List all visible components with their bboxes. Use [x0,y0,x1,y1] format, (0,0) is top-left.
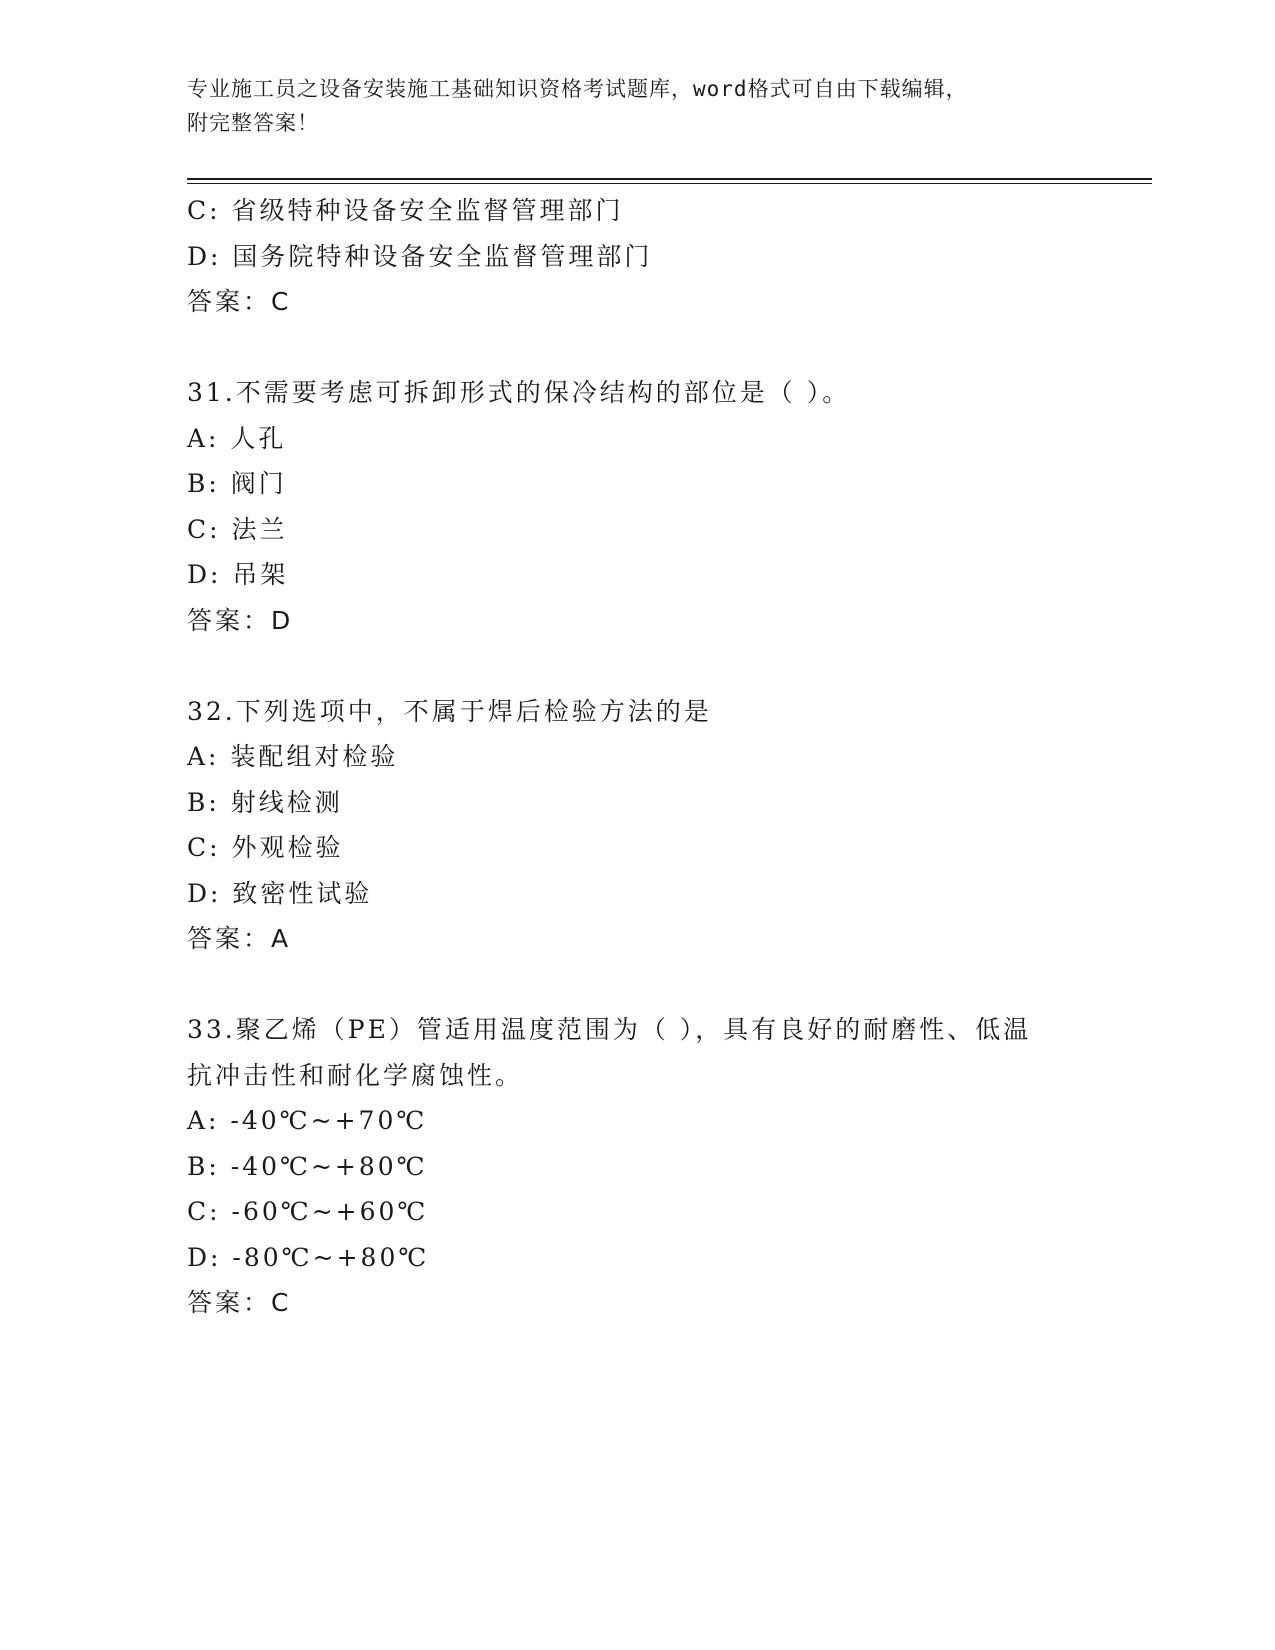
answer-line: 答案：D [187,605,294,635]
question-list [187,188,1152,1326]
answer-line: 答案：C [187,1288,292,1317]
option-d: D: -80℃~+80℃ [187,1242,430,1272]
option-b: B: 射线检测 [187,787,343,817]
option-c: C: 省级特种设备安全监督管理部门 [187,196,624,225]
document-header [187,72,1067,140]
option-b: B: 阀门 [187,469,287,498]
header-rule-thin [187,183,1152,184]
answer-line: 答案：C [187,287,292,316]
question-30 [187,188,1152,325]
question-33 [187,1007,1152,1326]
answer-line: 答案：A [187,924,292,953]
option-b: B: -40℃~+80℃ [187,1151,428,1181]
option-d: D: 国务院特种设备安全监督管理部门 [187,241,653,271]
question-31 [187,370,1152,643]
question-32 [187,689,1152,962]
option-c: C: -60℃~+60℃ [187,1197,429,1226]
question-stem-line-2: 抗冲击性和耐化学腐蚀性。 [187,1060,524,1090]
option-d: D: 吊架 [187,560,289,589]
option-a: A: -40℃~+70℃ [187,1106,428,1135]
spacer [187,962,1152,1008]
spacer [187,643,1152,689]
option-a: A: 装配组对检验 [187,742,399,771]
question-stem: 32.下列选项中，不属于焊后检验方法的是 [187,696,712,726]
option-a: A: 人孔 [187,423,287,453]
option-c: C: 法兰 [187,514,288,544]
header-line-1: 专业施工员之设备安装施工基础知识资格考试题库，word格式可自由下载编辑， [187,77,968,101]
header-line-2: 附完整答案！ [187,111,319,135]
header-rule-thick [187,178,1152,180]
question-stem: 31.不需要考虑可拆卸形式的保冷结构的部位是（ ）。 [187,378,851,407]
option-c: C: 外观检验 [187,833,344,862]
spacer [187,325,1152,371]
question-stem-line-1: 33.聚乙烯（PE）管适用温度范围为（ ），具有良好的耐磨性、低温 [187,1015,1032,1044]
option-d: D: 致密性试验 [187,878,373,908]
